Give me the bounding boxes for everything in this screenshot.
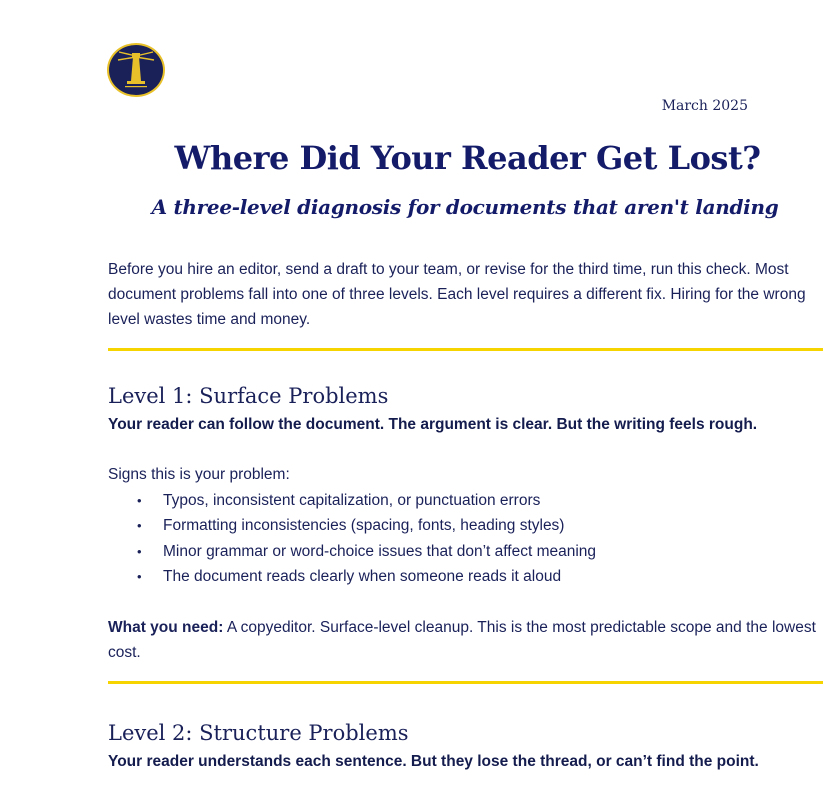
bullet-icon: • bbox=[137, 518, 142, 534]
lighthouse-logo-icon bbox=[107, 43, 165, 97]
level1-signs-list bbox=[108, 488, 596, 589]
page-subtitle: A three-level diagnosis for documents that aren't landing bbox=[151, 195, 779, 219]
need-text: A copyeditor. Surface-level cleanup. This is the most predictable scope and the lowest cost. bbox=[108, 619, 816, 661]
level1-need bbox=[108, 615, 826, 665]
level2-heading: Level 2: Structure Problems bbox=[108, 721, 409, 745]
level2-lead: Your reader understands each sentence. But they lose the thread, or can’t find the point. bbox=[108, 753, 759, 770]
list-item: • Formatting inconsistencies (spacing, fonts, heading styles) bbox=[108, 513, 596, 538]
level1-signs-label: Signs this is your problem: bbox=[108, 466, 290, 483]
document-date: March 2025 bbox=[661, 98, 748, 114]
bullet-icon: • bbox=[137, 493, 142, 508]
intro-paragraph: Before you hire an editor, send a draft to your team, or revise for the third time, run this check. Most document problems fall into one of three levels. Each level requires a different fix. Hiring for the wrong level wastes time and money. bbox=[108, 261, 806, 328]
level1-heading: Level 1: Surface Problems bbox=[108, 384, 389, 408]
bullet-icon: • bbox=[137, 568, 142, 584]
bullet-icon: • bbox=[137, 543, 142, 559]
list-item: • Minor grammar or word-choice issues that don’t affect meaning bbox=[108, 539, 596, 564]
level1-lead: Your reader can follow the document. The argument is clear. But the writing feels rough. bbox=[108, 416, 758, 433]
section-divider bbox=[108, 348, 823, 351]
list-item: • Typos, inconsistent capitalization, or punctuation errors bbox=[108, 488, 596, 513]
need-label: What you need: bbox=[108, 619, 224, 636]
section-divider bbox=[108, 681, 823, 684]
list-item: • The document reads clearly when someone reads it aloud bbox=[108, 564, 596, 589]
page-title: Where Did Your Reader Get Lost? bbox=[174, 139, 761, 177]
